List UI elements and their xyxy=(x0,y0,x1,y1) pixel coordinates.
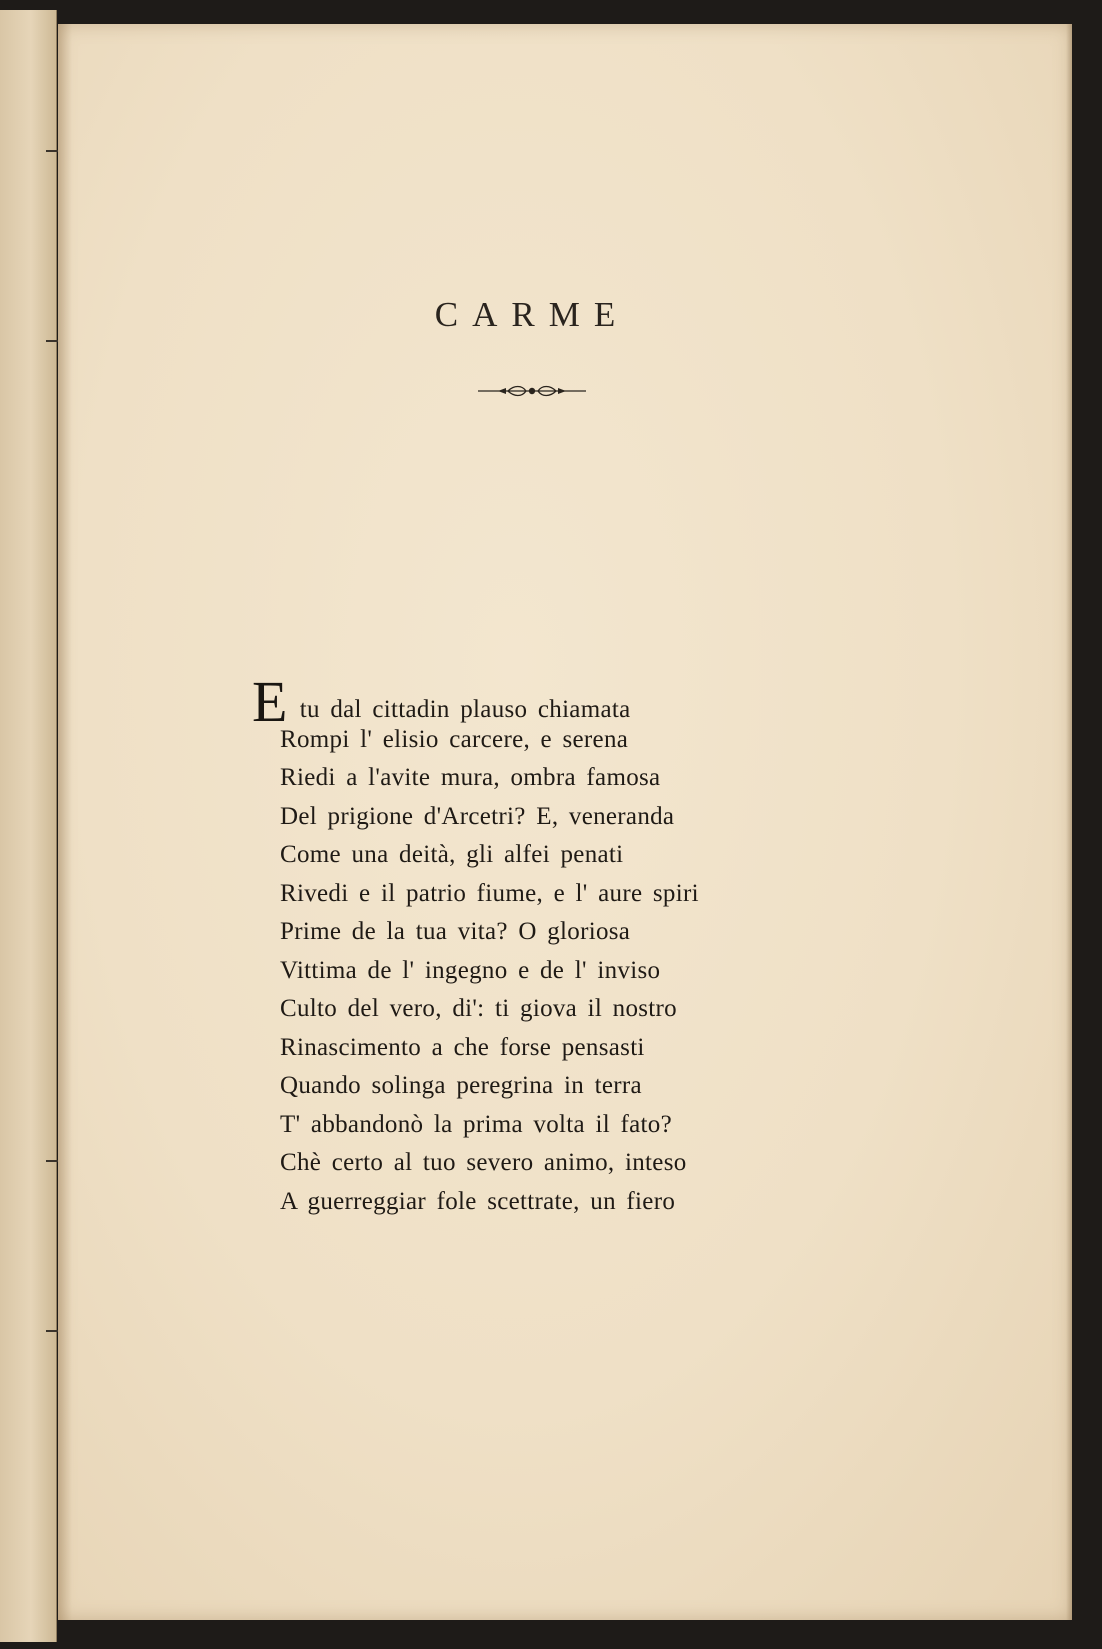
poem-line: Riedi a l'avite mura, ombra famosa xyxy=(280,764,661,791)
poem-line: Come una deità, gli alfei penati xyxy=(280,841,624,868)
poem-body xyxy=(252,669,699,1221)
poem-line: Chè certo al tuo severo animo, inteso xyxy=(280,1149,687,1176)
poem-line: Rompi l' elisio carcere, e serena xyxy=(280,725,629,753)
page-notch xyxy=(46,340,58,342)
poem-line: Vittima de l' ingegno e de l' inviso xyxy=(280,956,661,984)
page-edge-shadow xyxy=(1066,24,1072,1620)
title-ornament-icon xyxy=(478,384,586,398)
poem-line-text: tu dal cittadin plauso chiamata xyxy=(299,696,631,723)
facing-page-edge xyxy=(0,10,57,1642)
drop-cap: E xyxy=(252,669,288,734)
poem-line: Culto del vero, di': ti giova il nostro xyxy=(280,995,677,1022)
page-notch xyxy=(46,1160,58,1162)
page-notch xyxy=(46,1330,58,1332)
poem-line: Rivedi e il patrio fiume, e l' aure spiri xyxy=(280,879,699,907)
page-gutter-shadow xyxy=(58,24,72,1620)
poem-line-first xyxy=(252,669,699,734)
poem-line: Rinascimento a che forse pensasti xyxy=(280,1033,645,1061)
poem-line: Del prigione d'Arcetri? E, veneranda xyxy=(280,802,675,830)
page-title: CARME xyxy=(434,295,630,334)
poem-line: T' abbandonò la prima volta il fato? xyxy=(280,1110,672,1138)
poem-line: Quando solinga peregrina in terra xyxy=(280,1072,642,1099)
page-notch xyxy=(46,150,58,152)
poem-line: A guerreggiar fole scettrate, un fiero xyxy=(280,1187,676,1215)
poem-line: Prime de la tua vita? O gloriosa xyxy=(280,918,631,945)
